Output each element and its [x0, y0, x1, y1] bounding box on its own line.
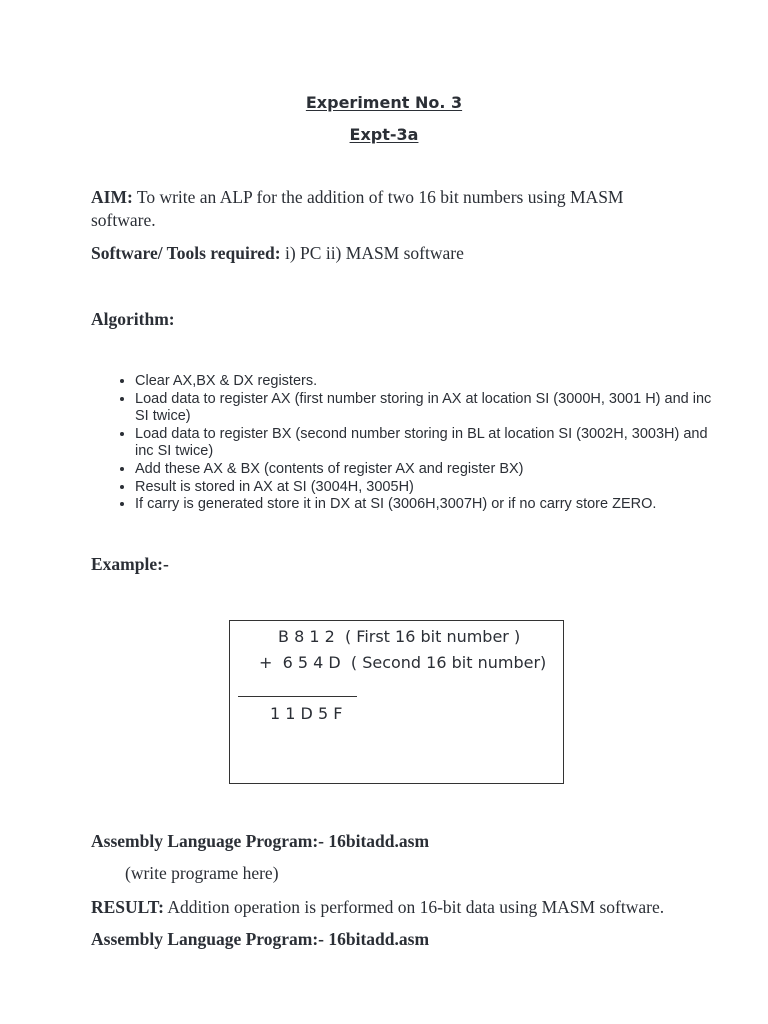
example-second-number: + 6 5 4 D ( Second 16 bit number)	[259, 653, 547, 672]
algorithm-step: • Result is stored in AX at SI (3004H, 3005H)	[135, 479, 715, 497]
aim-label: AIM:	[91, 187, 133, 207]
program-heading: Assembly Language Program:- 16bitadd.asm	[91, 831, 430, 851]
example-first-number: B 8 1 2 ( First 16 bit number )	[278, 627, 521, 646]
aim-text: To write an ALP for the addition of two 16 bit numbers using MASM software.	[91, 187, 624, 230]
example-sum: 1 1 D 5 F	[270, 704, 343, 723]
program-placeholder: (write programe here)	[125, 863, 279, 883]
experiment-title: Experiment No. 3	[305, 93, 463, 112]
algorithm-steps-list	[110, 373, 715, 514]
example-heading: Example:-	[91, 554, 169, 574]
tools-paragraph	[91, 242, 681, 265]
algorithm-heading: Algorithm:	[91, 309, 175, 329]
result-text: Addition operation is performed on 16-bit data using MASM software.	[163, 897, 665, 917]
tools-label: Software/ Tools required:	[91, 243, 281, 263]
algorithm-step: • Add these AX & BX (contents of register AX and register BX)	[135, 461, 715, 479]
algorithm-step: • Clear AX,BX & DX registers.	[135, 373, 715, 391]
tools-text: i) PC ii) MASM software	[280, 243, 464, 263]
result-label: RESULT:	[91, 897, 164, 917]
algorithm-step: • Load data to register AX (first number storing in AX at location SI (3000H, 3001 H) and inc SI twice)	[135, 391, 715, 426]
example-box	[229, 620, 564, 784]
program-heading-repeat: Assembly Language Program:- 16bitadd.asm	[91, 929, 430, 949]
experiment-subtitle: Expt-3a	[349, 125, 419, 144]
result-paragraph	[91, 896, 681, 919]
aim-paragraph	[91, 186, 681, 232]
algorithm-step: • If carry is generated store it in DX at SI (3006H,3007H) or if no carry store ZERO.	[135, 496, 715, 514]
sum-underline	[238, 696, 357, 697]
algorithm-step: • Load data to register BX (second number storing in BL at location SI (3002H, 3003H) and inc SI twice)	[135, 426, 715, 461]
